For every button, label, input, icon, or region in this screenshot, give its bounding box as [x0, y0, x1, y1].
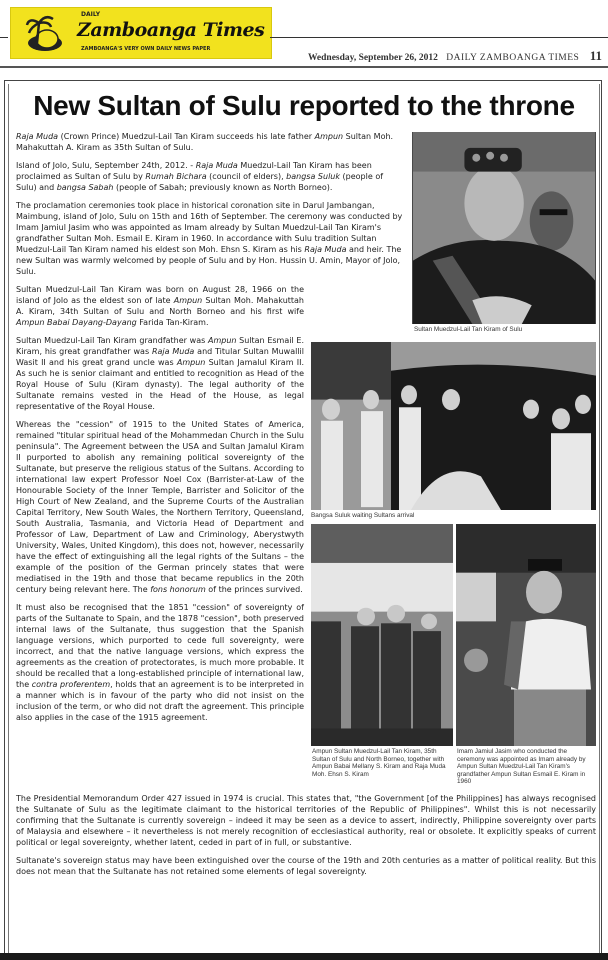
article-lead: Raja Muda (Crown Prince) Muedzul-Lail Tan Kiram succeeds his late father Ampun Sultan Moh. Mahakuttah A. Kiram as 35th Sultan of Sulu. [16, 132, 394, 152]
italic-term: Raja Muda [195, 161, 238, 170]
sultan-group-image [311, 524, 453, 746]
italic-term: Rumah Bichara [145, 172, 207, 181]
masthead-name: Zamboanga Times [77, 19, 265, 41]
masthead-daily: DAILY [81, 11, 101, 18]
italic-term: Raja Muda [16, 132, 59, 141]
caption-sultan: Sultan Muedzul-Lail Tan Kiram of Sulu [414, 326, 594, 334]
article-paragraph-3: Sultan Muedzul-Lail Tan Kiram was born on August 28, 1966 on the island of Jolo as the eldest son of late Ampun Sultan Moh. Mahakuttah A. Kiram, 34th Sultan of Sulu and North Borneo and his first wife Ampun Babai Dayang-Dayang Farida Tan-Kiram. [16, 285, 305, 327]
article-paragraph-6: It must also be recognised that the 1851 "cession" of sovereignty of parts of the Sultanate to Spain, and the 1878 "cession", both preserved internal laws of the Sultanate, thus suggestion that the Spanish language versions, which purported to cede full sovereignty, were incorrect, and that the native language versions, which express the agreements as the creation of protectorates, is much more probable. It should be recalled that a long-established principle of international law, the contra proferentem, holds that an agreement is to be interpreted in a manner which is in favour of the party who did not insist on the inclusion of the term, or who did not draft the agreement. This principle also applies in the case of the 1915 agreement. [16, 603, 305, 722]
article-paragraph-8: Sultanate's sovereign status may have been extinguished over the course of the 19th and 20th centuries as a matter of political reality. But this does not mean that the Sultanate has not retained some elements of legal sovereignty. [16, 856, 596, 876]
italic-term: Ampun [173, 296, 203, 305]
issue-date: Wednesday, September 26, 2012 [307, 53, 438, 63]
article-headline: New Sultan of Sulu reported to the throne [33, 90, 575, 121]
masthead-logo [10, 7, 272, 59]
paper-name: DAILY ZAMBOANGA TIMES [446, 53, 580, 63]
italic-term: bangsa Sabah [56, 183, 114, 192]
italic-term: Ampun Babai Dayang-Dayang [16, 318, 137, 327]
caption-sultan-group: Ampun Sultan Muedzul-Lail Tan Kiram, 35th Sultan of Sulu and North Borneo, together with Ampun Babai Mellany S. Kiram and Raja Muda Moh. Ehsn S. Kiram [312, 748, 452, 778]
italic-term: contra proferentem [31, 680, 111, 689]
italic-term: bangsa Suluk [286, 172, 340, 181]
italic-term: Raja Muda [151, 347, 195, 356]
article-paragraph-2: The proclamation ceremonies took place in historical coronation site in Darul Jambangan, Maimbung, island of Jolo, Sulu on 15th and 16th of September. The ceremony was conducted by Imam Jamiul Jasim who was appointed as Imam already by Sultan Muedzul-Lail Tan Kiram's grandfather Sultan Moh. Esmail E. Kiram in 1960. In accordance with Sulu tradition Sultan Muedzul-Lail Tan Kiram named his eldest son Moh. Ehsn S. Kiram as his Raja Muda and heir. The new Sultan was warmly welcomed by people of Sulu and by Hon. Hussin U. Amin, Mayor of Jolo, Sulu. [16, 201, 403, 276]
crowd-image [311, 342, 596, 510]
page-number: 11 [589, 48, 602, 63]
dateline-rule [0, 66, 608, 68]
page-bottom-edge [0, 953, 608, 960]
palm-tree-emblem-icon [25, 13, 65, 53]
italic-term: Ampun [314, 132, 344, 141]
article-paragraph-7: The Presidential Memorandum Order 427 issued in 1974 is crucial. This states that, "the Government [of the Philippines] has always recognised the Sultanate of Sulu as the legitimate claimant to the historical territories of the Republic of Philippines". Whilst this is not necessarily confirming that the Sultanate is currently sovereign – indeed it may be seen as a device to assert, indirectly, Philippine sovereignty over parts of Malaysia and elsewhere – it nevertheless is not merely recognition of ecclesiastical authority, real or obsolete. It explicitly speaks of current political or legal sovereignty, whether latent, ceded in part of in full, or substantive. [16, 794, 596, 847]
imam-image [456, 524, 596, 746]
header-rule [270, 37, 608, 38]
photo-sultan-portrait [412, 132, 596, 324]
photo-imam [456, 524, 596, 746]
italic-term: Raja Muda [304, 245, 347, 254]
article-paragraph-1: Island of Jolo, Sulu, September 24th, 2012. - Raja Muda Muedzul-Lail Tan Kiram has been proclaimed as Sultan of Sulu by Rumah Bichara (council of elders), bangsa Suluk (people of Sulu) and bangsa Sabah (people of Sabah; previously known as North Borneo). [16, 161, 384, 192]
article-paragraph-5: Whereas the "cession" of 1915 to the United States of America, remained "titular spiritual head of the Mohammedan Church in the Sulu peninsula". The Agreement between the USA and Sultan Jamalul Kiram II purported to abolish any remaining political sovereignty of the Sultanate, but preserve the religious status of the Sultans. According to international law expert Professor Noel Cox (Barrister-at-Law of the Honourable Society of the Inner Temple, Barrister and Solicitor of the High Court of New Zealand, and the Supreme Courts of the Australian Capital Territory, New South Wales, the Northern Territory, Queensland, South Australia, Tasmania, and Victoria Head of Department and Professor of Law, Department of Law and Criminology, Aberystwyth University, Wales, United Kingdom), this does not, however, necessarily have the effect of extinguishing all the legal rights of the Sultans – the example of the position of the German princely states that were mediatised in the 19th and those that became republics in the 20th century being relevant here. The fons honorum of the princes survived. [16, 420, 304, 594]
sultan-portrait-image [412, 132, 596, 324]
caption-crowd: Bangsa Suluk waiting Sultans arrival [311, 512, 596, 520]
photo-sultan-group [311, 524, 453, 746]
italic-term: Ampun [207, 336, 237, 345]
masthead-tagline: ZAMBOANGA'S VERY OWN DAILY NEWS PAPER [81, 46, 211, 52]
italic-term: Ampun [176, 358, 206, 367]
caption-imam: Imam Jamiul Jasim who conducted the ceremony was appointed as Imam already by Ampun Sultan Muedzul-Lail Tan Kiram's grandfather Ampun Sultan Esmail E. Kiram in 1960 [457, 748, 596, 786]
article-paragraph-4: Sultan Muedzul-Lail Tan Kiram grandfather was Ampun Sultan Esmail E. Kiram, his great grandfather was Raja Muda and Titular Sultan Muwallil Wasit II and his great grand uncle was Ampun Sultan Jamalul Kiram II. As such he is senior claimant and entitled to recognition as Head of the Royal House of Sulu (Kiram dynasty). The legal authority of the Sultanate remains vested in the Head of the House, as legal representative of the Royal House. [16, 336, 304, 411]
header-rule-left [0, 37, 8, 38]
dateline [308, 49, 602, 65]
italic-term: fons honorum [150, 585, 206, 594]
photo-crowd [311, 342, 596, 510]
